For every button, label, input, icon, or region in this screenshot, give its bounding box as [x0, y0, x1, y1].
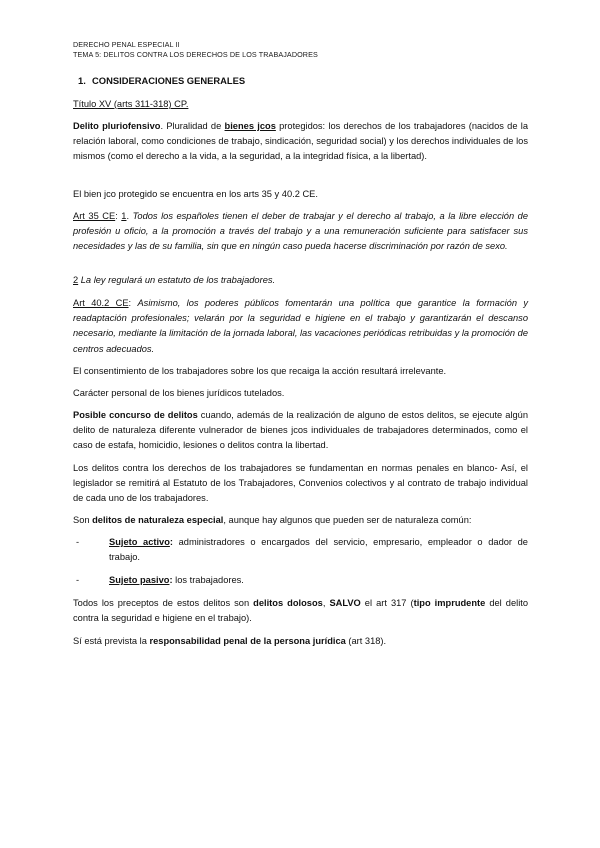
text-segment: ,: [322, 598, 330, 608]
term-delito-pluriofensivo: Delito pluriofensivo: [73, 121, 161, 131]
paragraph-art-40-2-ce: [73, 296, 528, 357]
paragraph-delitos-dolosos: [73, 596, 528, 626]
list-term: Sujeto pasivo: [109, 575, 170, 585]
article-label: Art 35 CE: [73, 211, 116, 221]
term-salvo: SALVO: [329, 598, 361, 608]
term-delitos-dolosos: delitos dolosos: [253, 598, 323, 608]
list-term: Sujeto activo: [109, 537, 170, 547]
text-segment: (art 318).: [345, 636, 387, 646]
clause-number: 1: [121, 211, 127, 221]
term-bienes-jcos: bienes jcos: [224, 121, 276, 131]
header-course-title: DERECHO PENAL ESPECIAL II: [73, 40, 180, 49]
quoted-article-text: La ley regulará un estatuto de los trabajadores.: [80, 275, 276, 285]
text-segment: .: [126, 211, 133, 221]
paragraph-responsabilidad-penal: [73, 634, 528, 649]
list-item: [73, 535, 528, 565]
text-segment: :: [128, 298, 138, 308]
titulo-reference: Título XV (arts 311-318) CP.: [73, 99, 189, 109]
paragraph-naturaleza-especial: [73, 513, 528, 528]
article-label: Art 40.2 CE: [73, 298, 129, 308]
list-colon: :: [169, 575, 173, 585]
term-naturaleza-especial: delitos de naturaleza especial: [92, 515, 224, 525]
list-text: los trabajadores.: [172, 575, 244, 585]
section-title: CONSIDERACIONES GENERALES: [92, 75, 246, 86]
paragraph-bien-juridico: El bien jco protegido se encuentra en los arts 35 y 40.2 CE.: [73, 189, 318, 199]
paragraph-consentimiento: El consentimiento de los trabajadores sobre los que recaiga la acción resultará irrelevante.: [73, 366, 447, 376]
term-tipo-imprudente: tipo imprudente: [413, 598, 486, 608]
paragraph-art-35-ce: [73, 209, 528, 255]
list-bullet: -: [76, 575, 80, 585]
text-segment: . Pluralidad de: [160, 121, 225, 131]
header-topic-title: TEMA 5: DELITOS CONTRA LOS DERECHOS DE LOS TRABAJADORES: [73, 50, 318, 59]
text-segment: el art 317 (: [360, 598, 414, 608]
text-segment: Son: [73, 515, 93, 525]
text-segment: Todos los preceptos de estos delitos son: [73, 598, 254, 608]
list-colon: :: [169, 537, 174, 547]
list-item: [73, 573, 528, 588]
text-segment: protegidos: los derechos de los trabajadores (nacidos de la relación laboral, como condiciones de trabajo, sindicación, seguridad social) y los derechos individuales de los mismos (como el derecho a la vida, a la seguridad, a la integridad física, a la libertad).: [73, 121, 529, 162]
clause-number: 2: [73, 275, 79, 285]
section-heading: [78, 75, 245, 86]
paragraph-caracter-personal: Carácter personal de los bienes jurídicos tutelados.: [73, 388, 285, 398]
term-concurso-delitos: Posible concurso de delitos: [73, 410, 198, 420]
list-bullet: -: [76, 537, 80, 547]
paragraph-pluriofensivo: [73, 119, 528, 165]
list-text: administradores o encargados del servicio, empresario, empleador o dador de trabajo.: [109, 537, 528, 563]
text-segment: , aunque hay algunos que pueden ser de naturaleza común:: [223, 515, 472, 525]
quoted-article-text: Asimismo, los poderes públicos fomentarán una política que garantice la formación y readaptación profesionales; velarán por la seguridad e higiene en el trabajo y garantizarán el descanso necesario, mediante la limitación de la jornada laboral, las vacaciones periódicas retribuidas y la promoción de centros adecuados.: [73, 298, 528, 354]
text-segment: :: [115, 211, 122, 221]
term-responsabilidad-persona-juridica: responsabilidad penal de la persona jurídica: [149, 636, 346, 646]
paragraph-concurso-delitos: [73, 408, 528, 454]
paragraph-normas-blanco: Los delitos contra los derechos de los trabajadores se fundamentan en normas penales en blanco- Así, el legislador se remitirá al Estatuto de los Trabajadores, Convenios colectivos y al contrato de trabajo individual de cada uno de los trabajadores.: [73, 463, 528, 504]
text-segment: cuando, además de la realización de alguno de estos delitos, se ejecute algún delito de naturaleza diferente vulnerador de bienes jcos individuales de trabajadores determinados, como el caso de estafa, homicidio, lesiones o delitos contra la libertad.: [73, 410, 528, 451]
section-number: 1.: [78, 75, 86, 86]
quoted-article-text: Todos los españoles tienen el deber de trabajar y el derecho al trabajo, a la libre elección de profesión u oficio, a la promoción a través del trabajo y a una remuneración suficiente para satisfacer sus necesidades y las de su familia, sin que en ningún caso pueda hacerse discriminación por razón de sexo.: [73, 211, 529, 252]
text-segment: Sí está prevista la: [73, 636, 150, 646]
paragraph-art-35-2: [73, 273, 528, 288]
text-segment: del delito contra la seguridad e higiene en el trabajo).: [73, 598, 529, 624]
